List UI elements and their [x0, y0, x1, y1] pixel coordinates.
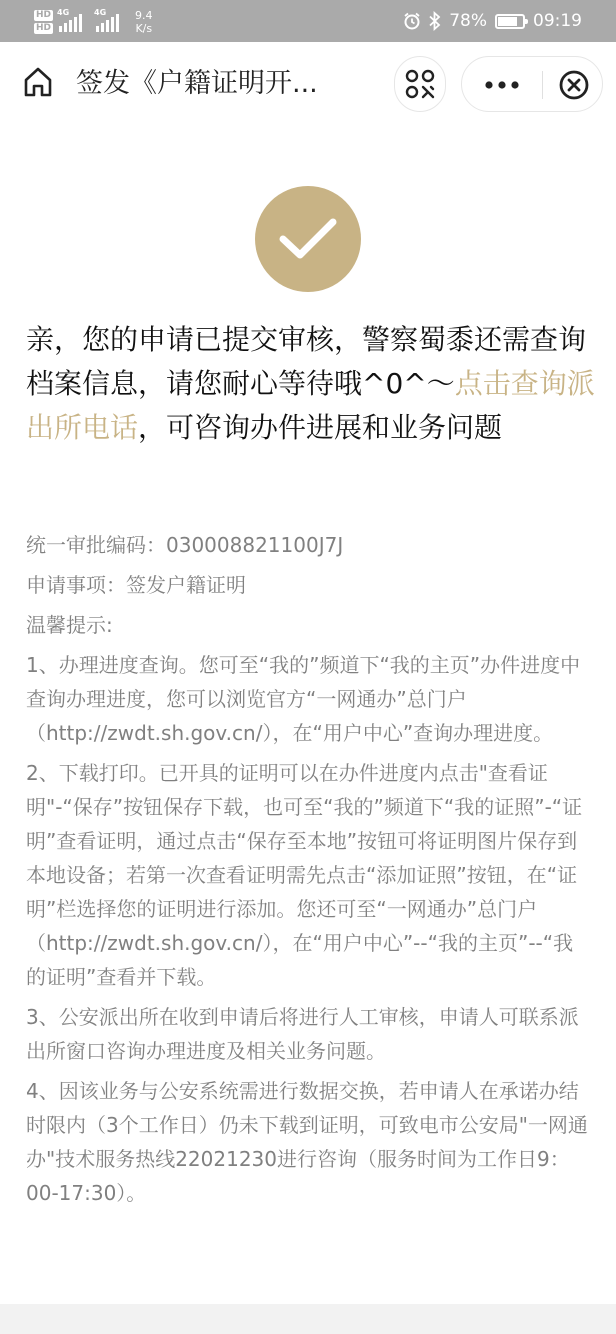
status-bar — [0, 0, 616, 42]
nav-bar — [0, 42, 616, 128]
alarm-icon — [403, 12, 421, 30]
hd-badges — [34, 10, 53, 34]
signal-icon — [94, 8, 119, 32]
page-title: 签发《户籍证明开... — [76, 68, 318, 99]
home-button[interactable] — [20, 64, 56, 100]
status-left — [34, 5, 153, 39]
submission-message — [26, 318, 596, 450]
network-type: 4G — [94, 8, 107, 17]
capsule-menu — [461, 56, 603, 112]
capsule-divider — [542, 71, 543, 99]
tips-title: 温馨提示: — [26, 613, 113, 637]
battery-fill — [498, 17, 517, 26]
hd-badge: HD — [36, 10, 52, 20]
close-button[interactable] — [546, 57, 602, 113]
status-right — [403, 0, 582, 42]
speed-unit: K/s — [135, 22, 153, 35]
tip-item: 1、办理进度查询。您可至“我的”频道下“我的主页”办件进度中查询办理进度，您可以浏览官方“一网通办”总门户（http://zwdt.sh.gov.cn/），在“用户中心”查询办理进度。 — [26, 653, 581, 745]
close-circle-icon — [558, 69, 590, 101]
tip-item: 3、公安派出所在收到申请后将进行人工审核，申请人可联系派出所窗口咨询办理进度及相关业务问题。 — [26, 1005, 579, 1063]
signal-icon — [57, 8, 82, 32]
network-type: 4G — [57, 8, 70, 17]
application-info — [26, 528, 592, 1216]
battery-icon — [495, 14, 525, 29]
more-dots-icon — [484, 80, 520, 90]
message-text: ，可咨询办件进展和业务问题 — [138, 411, 503, 444]
bottom-band — [0, 1304, 616, 1334]
network-speed — [135, 9, 153, 35]
more-button[interactable] — [462, 57, 542, 113]
application-item: 申请事项：签发户籍证明 — [26, 573, 246, 597]
scan-button[interactable] — [394, 56, 446, 112]
tip-item: 4、因该业务与公安系统需进行数据交换，若申请人在承诺办结时限内（3个工作日）仍未下载到证明，可致电市公安局"一网通办"技术服务热线22021230进行咨询（服务时间为工作日9：00-17:30）。 — [26, 1079, 588, 1205]
message-text: 亲，您的申请已提交审核，警察蜀黍还需查询档案信息，请您耐心等待哦^0^～ — [26, 323, 587, 400]
bluetooth-icon — [429, 11, 441, 31]
home-icon — [20, 64, 56, 100]
qr-code-icon — [405, 69, 435, 99]
battery-percent: 78% — [449, 11, 487, 31]
query-police-phone-link[interactable]: 点击查询派出所电话 — [26, 367, 595, 444]
hd-badge: HD — [36, 23, 52, 33]
approval-code: 统一审批编码：030008821100J7J — [26, 533, 344, 557]
clock: 09:19 — [533, 11, 582, 31]
speed-value: 9.4 — [135, 9, 153, 22]
success-badge — [255, 186, 361, 292]
tip-item: 2、下载打印。已开具的证明可以在办件进度内点击"查看证明"-“保存”按钮保存下载，也可至“我的”频道下“我的证照”-“证明”查看证明，通过点击“保存至本地”按钮可将证明图片保存到本地设备；若第一次查看证明需先点击“添加证照”按钮，在“证明”栏选择您的证明进行添加。您还可至“一网通办”总门户（http://zwdt.sh.gov.cn/），在“用户中心”--“我的主页”--“我的证明”查看并下载。 — [26, 761, 583, 989]
checkmark-icon — [278, 217, 338, 261]
